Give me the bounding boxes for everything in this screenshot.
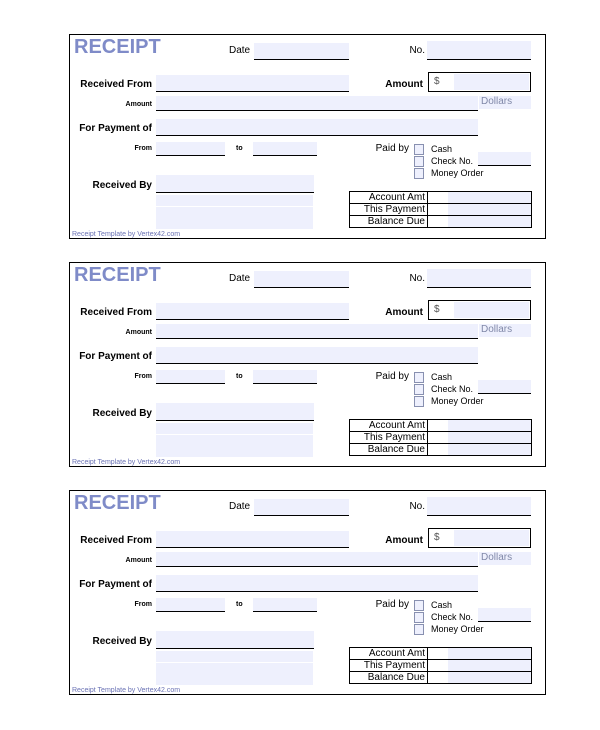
received-by-line-4[interactable]	[156, 446, 313, 457]
amount-input[interactable]	[454, 74, 529, 90]
balance-due-field[interactable]	[448, 216, 531, 227]
this-payment-label: This Payment	[350, 204, 428, 216]
date-label: Date	[229, 501, 251, 512]
money-order-checkbox[interactable]	[414, 168, 424, 179]
check-checkbox[interactable]	[414, 612, 424, 623]
check-checkbox[interactable]	[414, 156, 424, 167]
dollars-label: Dollars	[479, 552, 531, 565]
balance-due-label: Balance Due	[350, 444, 428, 456]
received-by-label: Received By	[92, 408, 152, 419]
balance-table	[349, 419, 532, 456]
received-by-field[interactable]	[156, 403, 314, 421]
balance-table	[349, 191, 532, 228]
check-number-field[interactable]	[478, 380, 531, 394]
no-label: No.	[409, 45, 425, 56]
received-by-line-2[interactable]	[156, 423, 313, 434]
received-by-line-2[interactable]	[156, 651, 313, 662]
money-order-label: Money Order	[431, 168, 484, 178]
amount-words-label: Amount	[125, 557, 152, 564]
for-payment-field[interactable]	[156, 119, 478, 136]
from-label: From	[134, 373, 152, 380]
account-amt-field[interactable]	[448, 420, 531, 431]
received-by-line-4[interactable]	[156, 218, 313, 229]
paid-by-label: Paid by	[375, 599, 409, 610]
footer-credit: Receipt Template by Vertex42.com	[72, 459, 181, 466]
amount-words-field[interactable]	[156, 96, 478, 111]
from-field[interactable]	[156, 142, 225, 156]
money-order-label: Money Order	[431, 624, 484, 634]
footer-credit: Receipt Template by Vertex42.com	[72, 231, 181, 238]
to-label: to	[236, 373, 243, 380]
date-field[interactable]	[254, 43, 349, 60]
received-by-label: Received By	[92, 180, 152, 191]
to-field[interactable]	[253, 142, 317, 156]
cash-checkbox[interactable]	[414, 144, 424, 155]
received-by-label: Received By	[92, 636, 152, 647]
amount-input[interactable]	[454, 302, 529, 318]
dollar-sign: $	[434, 76, 440, 87]
receipt-form	[69, 262, 546, 467]
dollars-label: Dollars	[479, 96, 531, 109]
balance-table	[349, 647, 532, 684]
received-from-field[interactable]	[156, 303, 349, 320]
check-number-field[interactable]	[478, 152, 531, 166]
amount-field[interactable]	[428, 528, 531, 548]
received-from-field[interactable]	[156, 531, 349, 548]
for-payment-field[interactable]	[156, 347, 478, 364]
check-label: Check No.	[431, 156, 474, 166]
amount-words-field[interactable]	[156, 324, 478, 339]
this-payment-field[interactable]	[448, 660, 531, 671]
received-from-label: Received From	[80, 79, 152, 90]
date-label: Date	[229, 273, 251, 284]
to-field[interactable]	[253, 370, 317, 384]
account-amt-label: Account Amt	[350, 192, 428, 204]
this-payment-field[interactable]	[448, 432, 531, 443]
from-label: From	[134, 601, 152, 608]
received-from-label: Received From	[80, 307, 152, 318]
dollars-label: Dollars	[479, 324, 531, 337]
balance-due-field[interactable]	[448, 672, 531, 683]
to-label: to	[236, 601, 243, 608]
receipt-number-field[interactable]	[427, 41, 531, 60]
received-by-line-3[interactable]	[156, 663, 313, 674]
to-field[interactable]	[253, 598, 317, 612]
received-by-line-3[interactable]	[156, 435, 313, 446]
check-label: Check No.	[431, 612, 474, 622]
received-by-line-2[interactable]	[156, 195, 313, 206]
amount-field[interactable]	[428, 72, 531, 92]
balance-due-label: Balance Due	[350, 672, 428, 684]
cash-label: Cash	[431, 600, 453, 610]
money-order-checkbox[interactable]	[414, 396, 424, 407]
date-field[interactable]	[254, 499, 349, 516]
amount-words-label: Amount	[125, 101, 152, 108]
cash-label: Cash	[431, 372, 453, 382]
dollar-sign: $	[434, 532, 440, 543]
check-checkbox[interactable]	[414, 384, 424, 395]
account-amt-field[interactable]	[448, 192, 531, 203]
received-by-field[interactable]	[156, 175, 314, 193]
money-order-label: Money Order	[431, 396, 484, 406]
date-label: Date	[229, 45, 251, 56]
from-field[interactable]	[156, 598, 225, 612]
balance-due-field[interactable]	[448, 444, 531, 455]
receipt-number-field[interactable]	[427, 497, 531, 516]
amount-input[interactable]	[454, 530, 529, 546]
from-field[interactable]	[156, 370, 225, 384]
this-payment-label: This Payment	[350, 660, 428, 672]
received-by-line-3[interactable]	[156, 207, 313, 218]
account-amt-field[interactable]	[448, 648, 531, 659]
receipt-title: RECEIPT	[74, 36, 161, 58]
paid-by-label: Paid by	[375, 143, 409, 154]
amount-field[interactable]	[428, 300, 531, 320]
check-label: Check No.	[431, 384, 474, 394]
received-from-field[interactable]	[156, 75, 349, 92]
receipt-form	[69, 490, 546, 695]
receipt-title: RECEIPT	[74, 492, 161, 514]
from-label: From	[134, 145, 152, 152]
to-label: to	[236, 145, 243, 152]
account-amt-label: Account Amt	[350, 648, 428, 660]
cash-checkbox[interactable]	[414, 600, 424, 611]
received-from-label: Received From	[80, 535, 152, 546]
date-field[interactable]	[254, 271, 349, 288]
no-label: No.	[409, 273, 425, 284]
received-by-line-4[interactable]	[156, 674, 313, 685]
for-payment-label: For Payment of	[79, 579, 152, 590]
cash-checkbox[interactable]	[414, 372, 424, 383]
for-payment-label: For Payment of	[79, 351, 152, 362]
amount-label: Amount	[385, 535, 423, 546]
for-payment-field[interactable]	[156, 575, 478, 592]
amount-words-label: Amount	[125, 329, 152, 336]
no-label: No.	[409, 501, 425, 512]
received-by-field[interactable]	[156, 631, 314, 649]
this-payment-label: This Payment	[350, 432, 428, 444]
this-payment-field[interactable]	[448, 204, 531, 215]
account-amt-label: Account Amt	[350, 420, 428, 432]
cash-label: Cash	[431, 144, 453, 154]
receipt-form	[69, 34, 546, 239]
for-payment-label: For Payment of	[79, 123, 152, 134]
receipt-title: RECEIPT	[74, 264, 161, 286]
paid-by-label: Paid by	[375, 371, 409, 382]
check-number-field[interactable]	[478, 608, 531, 622]
amount-label: Amount	[385, 307, 423, 318]
balance-due-label: Balance Due	[350, 216, 428, 228]
footer-credit: Receipt Template by Vertex42.com	[72, 687, 181, 694]
amount-words-field[interactable]	[156, 552, 478, 567]
money-order-checkbox[interactable]	[414, 624, 424, 635]
receipt-number-field[interactable]	[427, 269, 531, 288]
dollar-sign: $	[434, 304, 440, 315]
amount-label: Amount	[385, 79, 423, 90]
